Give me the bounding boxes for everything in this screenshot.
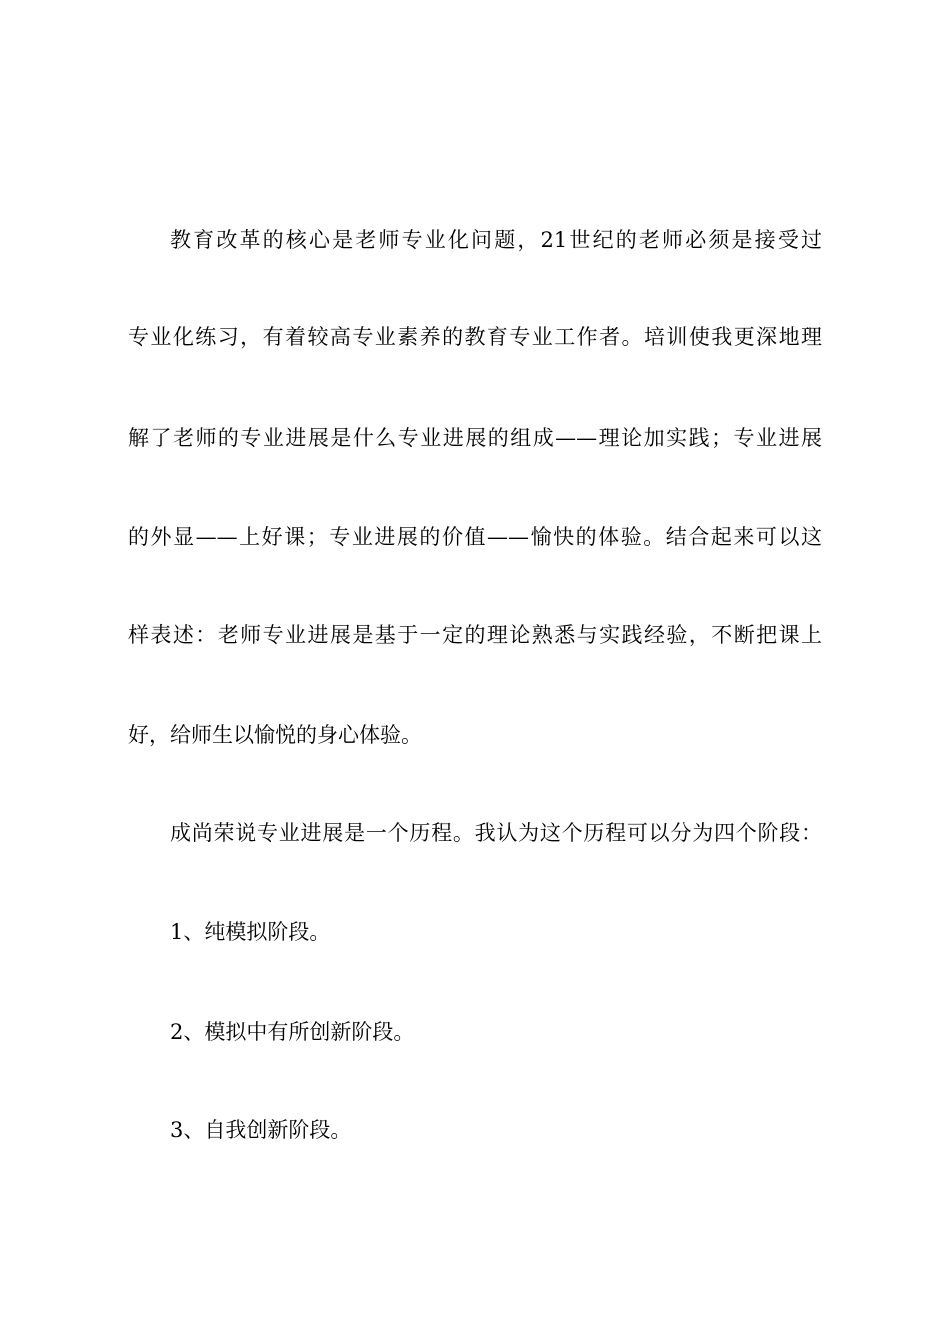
paragraph-2: 成尚荣说专业进展是一个历程。我认为这个历程可以分为四个阶段： — [170, 821, 822, 845]
paragraph-1-line-3: 解了老师的专业进展是什么专业进展的组成——理论加实践；专业进展 — [128, 426, 822, 450]
paragraph-1-line-1: 教育改革的核心是老师专业化问题，21世纪的老师必须是接受过 — [170, 228, 822, 252]
paragraph-1-line-2: 专业化练习，有着较高专业素养的教育专业工作者。培训使我更深地理 — [128, 325, 822, 349]
paragraph-1-line-5: 样表述：老师专业进展是基于一定的理论熟悉与实践经验，不断把课上 — [128, 623, 822, 647]
paragraph-1-line-4: 的外显——上好课；专业进展的价值——愉快的体验。结合起来可以这 — [128, 525, 822, 549]
stage-item-2: 2、模拟中有所创新阶段。 — [170, 1020, 415, 1044]
paragraph-1-line-6: 好，给师生以愉悦的身心体验。 — [128, 723, 422, 747]
stage-item-3: 3、自我创新阶段。 — [170, 1118, 352, 1142]
stage-item-1: 1、纯模拟阶段。 — [170, 920, 331, 944]
